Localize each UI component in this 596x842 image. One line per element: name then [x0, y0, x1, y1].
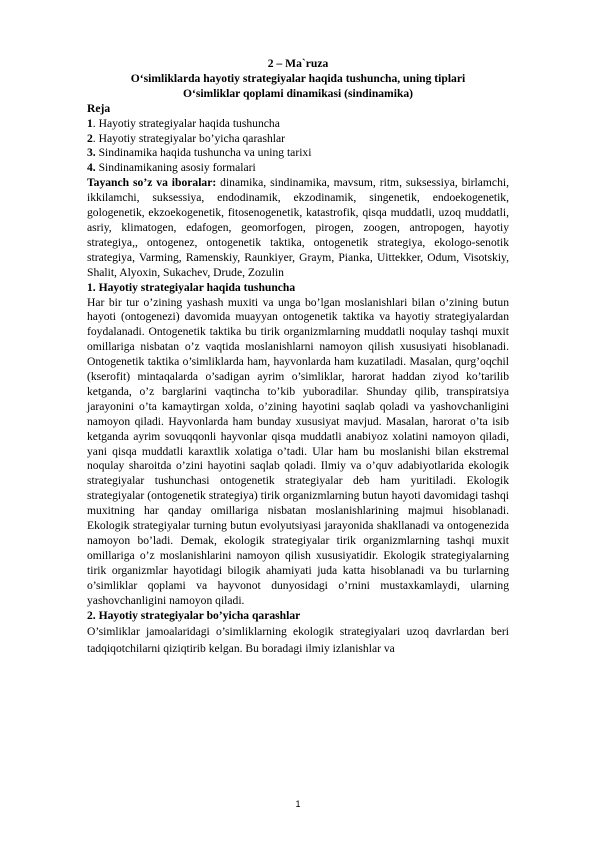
page-number: 1 [295, 799, 301, 809]
lecture-number: 2 – Ma`ruza [267, 57, 329, 70]
plan-item-number: 2 [87, 131, 93, 145]
plan-item [87, 117, 509, 132]
plan-item-number: 1 [87, 116, 93, 130]
plan-item [87, 161, 509, 176]
plan-item-text: Sindinamikaning asosiy formalari [95, 161, 256, 175]
keywords-paragraph [87, 176, 509, 280]
section-1-paragraph: Har bir tur o’zining yashash muxiti va unga bo’lgan moslanishlari bilan o’zining butun hayoti (ontogenezi) davomida muayyan ontogenetik taktika va hayotiy strategiyalardan foydalanadi. Ontogenetik taktika bu tirik organizmlarning muddatli noqulay tashqi muxit omillariga nisbatan o’z vaqtida moslanishlarni namoyon qilish xususiyati hisoblanadi. Ontogenetik taktika o’simliklarda ham, hayvonlarda ham kuzatiladi. Masalan, qurg’oqchil (kserofit) mintaqalarda o’sadigan ayrim o’simliklar, harorat haddan ziyod ko’tarilib ketganda, o’z barglarini vaqtincha to’kib yuboradilar. Shunday qilib, transpiratsiya jarayonini o’ta kamaytirgan xolda, o’zining hayotini saqlab qoladi va yashovchanligini namoyon qiladi. Hayvonlarda ham bunday xususiyat mavjud. Masalan, harorat o’ta isib ketganda ayrim sovuqqonli hayvonlar qisqa muddatli anabiyoz xolatini namoyon qiladi, yani qisqa muddatli karaxtlik xolatiga o’tadi. Ular ham bu moslanishi bilan ekstremal noqulay sharoitda o’zini hayotini saqlab qoladi. Ilmiy va o’quv adabiyotlarida ekologik strategiyalar tushunchasi ontogenetik strategiyalar deb ham yuritiladi. Ekologik strategiyalar (ontogenetik strategiya) tirik organizmlarning butun hayoti davomidagi tashqi muxitning har qanday omillariga nisbatan moslanishlarining majmui hisoblanadi. Ekologik strategiyalar turning butun evolyutsiyasi jarayonida shakllanadi va ontogenezida namoyon bo’ladi. Demak, ekologik strategiyalar tirik organizmlarning tashqi muxit omillariga o’z moslanishlarini namoyon qilish xususiyatidir. Ekologik strategiyalarning tirik organizmlar hayotidagi bilogik ahamiyati juda katta hisoblanadi va bu turlarning o’simliklar qoplami va hayvonot dunyosidagi o’rnini mustaxkamlaydi, ularning yashovchanligini namoyon qiladi. [87, 295, 509, 607]
plan-list [87, 117, 509, 177]
title-line-1: O‘simliklarda hayotiy strategiyalar haqida tushuncha, uning tiplari [130, 71, 466, 85]
title-line-2: O‘simliklar qoplami dinamikasi (sindinamika) [182, 86, 414, 100]
keywords-label: Tayanch so’z va iboralar: [87, 176, 217, 190]
section-2-paragraph: O’simliklar jamoalaridagi o’simliklarning ekologik strategiyalari uzoq davrlardan beri tadqiqotchilarni qiziqtirib kelgan. Bu boradagi ilmiy izlanishlar va [87, 625, 509, 656]
plan-item-text: . Hayotiy strategiyalar bo’yicha qarashlar [92, 131, 285, 145]
section-2-heading: 2. Hayotiy strategiyalar bo’yicha qarashlar [87, 608, 301, 622]
plan-item [87, 146, 509, 161]
plan-item-number: 3. [87, 146, 96, 160]
section-1-heading: 1. Hayotiy strategiyalar haqida tushuncha [87, 280, 296, 294]
plan-item-text: Sindinamika haqida tushuncha va uning tarixi [95, 146, 312, 160]
page-content [87, 57, 509, 657]
plan-item-text: . Hayotiy strategiyalar haqida tushuncha [92, 116, 280, 130]
plan-item-number: 4. [87, 161, 96, 175]
keywords-text: dinamika, sindinamika, mavsum, ritm, suksessiya, birlamchi, ikkilamchi, suksessiya, endodinamik, ekzodinamik, singenetik, endoekogenetik, gologenetik, ekzoekogenetik, fitosenogenetik, katastrofik, qisqa muddatli, uzoq muddatli, asriy, klimatogen, edafogen, geomorfogen, pirogen, zoogen, antropogen, hayotiy strategiya,, ontogenez, ontogenetik taktika, ontogenetik strategiya, ekologo-senotik strategiya, Varming, Ramenskiy, Raunkiyer, Graym, Pianka, Uittekker, Odum, Visotskiy, Shalit, Alyoxin, Sukachev, Drude, Zozulin [87, 176, 509, 279]
plan-heading: Reja [87, 101, 111, 115]
plan-item [87, 132, 509, 147]
